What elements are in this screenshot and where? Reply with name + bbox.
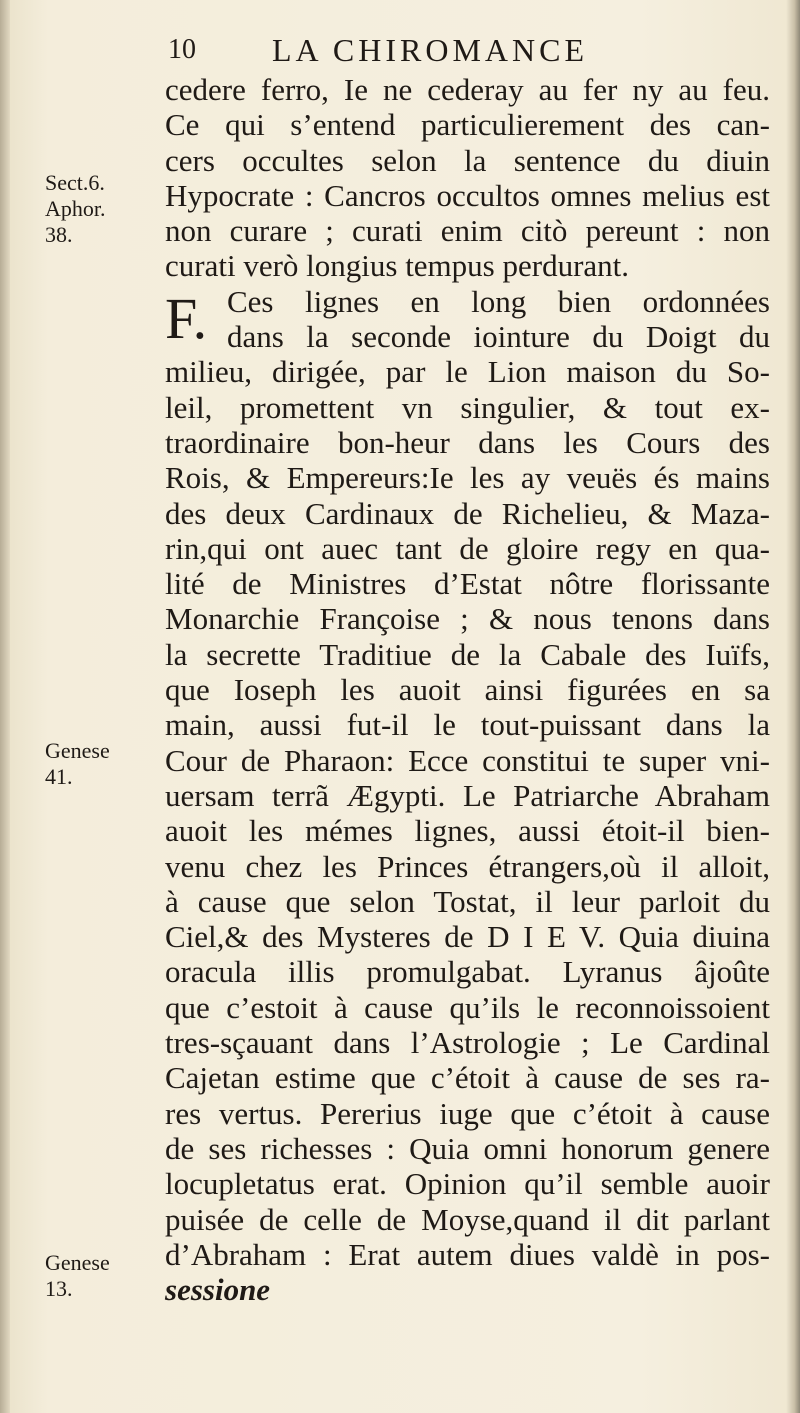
- text-line: rin,qui ont auec tant de gloire regy en qua-: [165, 530, 770, 566]
- text-line: Rois, & Empereurs:Ie les ay veuës és mains: [165, 460, 770, 496]
- text-line: Cajetan estime que c’étoit à cause de ses ra-: [165, 1060, 770, 1096]
- text-line: uersam terrã Ægypti. Le Patriarche Abraham: [165, 777, 770, 813]
- text-line: traordinaire bon-heur dans les Cours des: [165, 424, 770, 460]
- text-line: la secrette Traditiue de la Cabale des Iuïfs,: [165, 636, 770, 672]
- text-line: Ces lignes en long bien ordonnées: [227, 283, 770, 319]
- drop-letter: F.: [165, 285, 208, 351]
- paragraph-f: [165, 284, 770, 1308]
- page-number: 10: [168, 34, 196, 65]
- text-line: dans la seconde iointure du Doigt du: [227, 319, 770, 355]
- text-line: cers occultes selon la sentence du diuin: [165, 142, 770, 178]
- text-line: Ce qui s’entend particulierement des can-: [165, 107, 770, 143]
- text-line: cedere ferro, Ie ne cederay au fer ny au feu.: [165, 72, 770, 107]
- text-line: d’Abraham : Erat autem diues valdè in pos-: [165, 1236, 770, 1272]
- text-line: main, aussi fut-il le tout-puissant dans la: [165, 707, 770, 743]
- text-line: non curare ; curati enim citò pereunt : non: [165, 213, 770, 249]
- text-line: que Ioseph les auoit ainsi figurées en sa: [165, 672, 770, 708]
- text-body: [165, 72, 770, 1307]
- margin-note-genese-13: Genese 13.: [45, 1250, 110, 1301]
- text-line: à cause que selon Tostat, il leur parloit du: [165, 883, 770, 919]
- text-line: Hypocrate : Cancros occultos omnes melius est: [165, 177, 770, 213]
- text-line: locupletatus erat. Opinion qu’il semble auoir: [165, 1166, 770, 1202]
- page-edge-shadow: [786, 0, 800, 1413]
- margin-note-sect-aphor: Sect.6. Aphor. 38.: [45, 170, 106, 247]
- text-line: tres-sçauant dans l’Astrologie ; Le Cardinal: [165, 1025, 770, 1061]
- margin-note-genese-41: Genese 41.: [45, 738, 110, 789]
- text-line: lité de Ministres d’Estat nôtre florissante: [165, 566, 770, 602]
- text-line: Ciel,& des Mysteres de D I E V. Quia diuina: [165, 919, 770, 955]
- text-line: venu chez les Princes étrangers,où il alloit,: [165, 848, 770, 884]
- text-line: curati verò longius tempus perdurant.: [165, 248, 630, 284]
- text-line: milieu, dirigée, par le Lion maison du So-: [165, 354, 770, 390]
- text-line: de ses richesses : Quia omni honorum genere: [165, 1130, 770, 1166]
- text-line: res vertus. Pererius iuge que c’étoit à cause: [165, 1095, 770, 1131]
- text-line: que c’estoit à cause qu’ils le reconnoissoient: [165, 989, 770, 1025]
- text-line: puisée de celle de Moyse,quand il dit parlant: [165, 1201, 770, 1237]
- text-line: oracula illis promulgabat. Lyranus âjoûte: [165, 954, 770, 990]
- text-line: leil, promettent vn singulier, & tout ex-: [165, 389, 770, 425]
- catchword: sessione: [165, 1272, 271, 1308]
- running-title: LA CHIROMANCE: [272, 32, 589, 68]
- page-gutter-shadow: [0, 0, 10, 1413]
- text-line: Monarchie Françoise ; & nous tenons dans: [165, 601, 770, 637]
- text-line: Cour de Pharaon: Ecce constitui te super vni-: [165, 742, 770, 778]
- text-line: auoit les mémes lignes, aussi étoit-il bien-: [165, 813, 770, 849]
- text-line: des deux Cardinaux de Richelieu, & Maza-: [165, 495, 770, 531]
